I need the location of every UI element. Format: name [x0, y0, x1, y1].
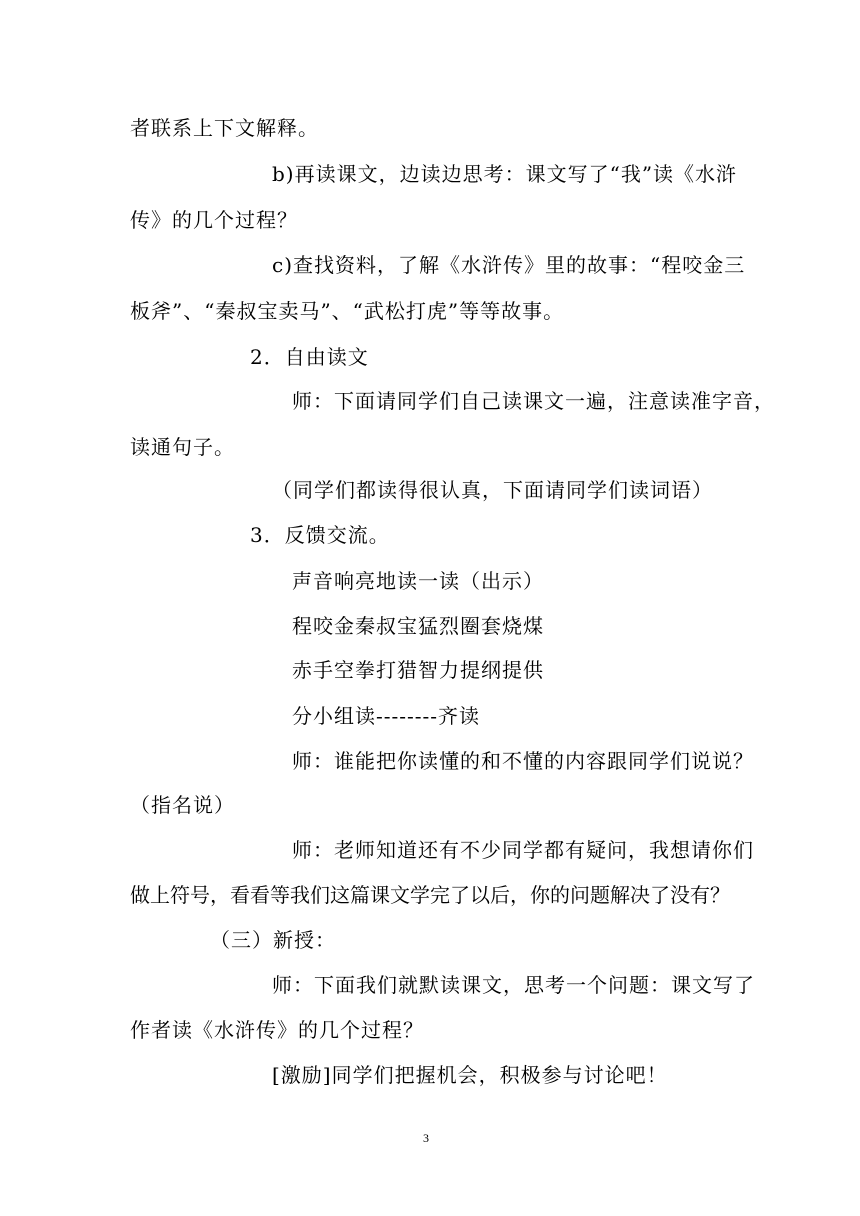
- text-line: 板斧”、“秦叔宝卖马”、“武松打虎”等等故事。: [130, 299, 565, 323]
- text-line: 传》的几个过程？: [130, 208, 298, 232]
- text-line: c)查找资料，了解《水浒传》里的故事：“程咬金三: [272, 253, 746, 277]
- text-line: 师：下面我们就默读课文，思考一个问题：课文写了: [272, 973, 755, 997]
- text-line: （三）新授：: [210, 928, 336, 952]
- text-line: 声音响亮地读一读（出示）: [292, 569, 544, 593]
- text-line: 者联系上下文解释。: [130, 116, 319, 140]
- text-line: 作者读《水浒传》的几个过程？: [130, 1018, 424, 1042]
- text-line: 师：老师知道还有不少同学都有疑问，我想请你们: [292, 838, 754, 862]
- text-line: 分小组读--------齐读: [292, 704, 481, 728]
- page-number: 3: [423, 1131, 429, 1145]
- text-line: 3．反馈交流。: [250, 523, 390, 547]
- text-line: （同学们都读得很认真，下面请同学们读词语）: [272, 478, 713, 502]
- text-line: 做上符号，看看等我们这篇课文学完了以后，你的问题解决了没有？: [130, 883, 730, 907]
- text-line: 师：下面请同学们自己读课文一遍，注意读准字音，: [292, 389, 775, 413]
- text-line: 赤手空拳打猎智力提纲提供: [292, 658, 544, 682]
- text-line: 程咬金秦叔宝猛烈圈套烧煤: [292, 614, 544, 638]
- text-line: 师：谁能把你读懂的和不懂的内容跟同学们说说？: [292, 749, 754, 773]
- text-line: b)再读课文，边读边思考：课文写了“我”读《水浒: [272, 162, 738, 186]
- text-line: （指名说）: [130, 793, 235, 817]
- text-line: 读通句子。: [130, 435, 235, 459]
- text-line: 2．自由读文: [250, 345, 369, 369]
- text-line: [激励]同学们把握机会，积极参与讨论吧！: [272, 1063, 668, 1087]
